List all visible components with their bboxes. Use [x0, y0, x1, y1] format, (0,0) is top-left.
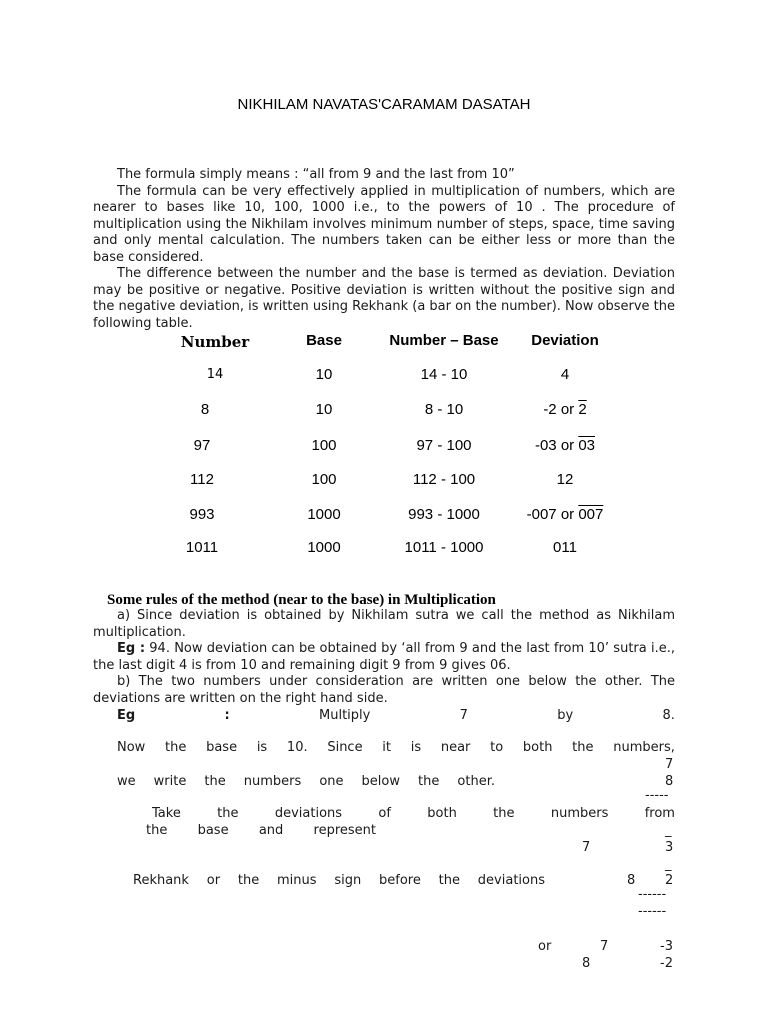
- deviation-bar-value: 007: [578, 506, 604, 523]
- word: Rekhank: [133, 873, 189, 888]
- word: before: [379, 873, 421, 888]
- table-cell-deviation: [515, 506, 615, 523]
- rule-a: a) Since deviation is obtained by Nikhilam sutra we call the method as Nikhilam multiplication.: [93, 608, 675, 640]
- word: is: [256, 740, 268, 755]
- table-cell-number: 1011: [185, 539, 219, 556]
- row-seven: 7: [582, 840, 591, 855]
- dash-line: ------: [638, 904, 667, 919]
- row-eight: 8: [627, 873, 636, 888]
- word: the: [204, 774, 226, 789]
- intro-section: [93, 167, 675, 332]
- word: 10.: [286, 740, 308, 755]
- table-cell-deviation: [515, 539, 615, 556]
- number-seven: 7: [665, 757, 674, 772]
- deviation-value: 011: [553, 539, 577, 556]
- deviation-value: -2 or: [543, 401, 579, 418]
- example-line-4: [146, 823, 376, 838]
- number-eight: 8: [665, 774, 674, 789]
- deviation-value: 4: [560, 366, 570, 383]
- table-cell-deviation: [515, 366, 615, 383]
- rule-b: b) The two numbers under consideration are written one below the other. The deviations are written on the right hand side.: [93, 674, 675, 706]
- header-deviation: Deviation: [531, 332, 599, 349]
- table-cell-base: 100: [311, 437, 337, 454]
- eg-line: [117, 708, 675, 723]
- example-line-2: [117, 774, 495, 789]
- word: of: [378, 806, 391, 821]
- table-cell-diff: 1011 - 1000: [404, 539, 484, 556]
- eg-word: 7: [459, 708, 468, 723]
- table-cell-number: 14: [206, 367, 224, 382]
- or-minus-two: -2: [660, 956, 673, 971]
- word: represent: [313, 823, 376, 838]
- word: numbers: [243, 774, 302, 789]
- word: one: [319, 774, 344, 789]
- table-cell-diff: 112 - 100: [412, 471, 476, 488]
- deviation-bar-value: 03: [578, 437, 596, 454]
- word: deviations: [477, 873, 545, 888]
- table-cell-base: 1000: [307, 506, 341, 523]
- word: the: [165, 740, 187, 755]
- word: the: [438, 873, 460, 888]
- word: the: [146, 823, 168, 838]
- table-cell-number: 97: [193, 437, 211, 454]
- or-label: or: [538, 939, 552, 954]
- word: it: [382, 740, 392, 755]
- deviation-bar-value: 2: [578, 401, 587, 418]
- word: base: [206, 740, 238, 755]
- table-cell-deviation: [515, 471, 615, 488]
- word: both: [522, 740, 553, 755]
- or-minus-three: -3: [660, 939, 673, 954]
- table-cell-diff: 993 - 1000: [408, 506, 480, 523]
- dash-line: ------: [638, 887, 667, 902]
- eg-word: Eg: [117, 708, 136, 723]
- deviation-value: -007 or: [526, 506, 579, 523]
- rule-example: [93, 641, 675, 674]
- word: to: [490, 740, 504, 755]
- table-cell-number: 112: [190, 471, 214, 488]
- deviation-value: 12: [556, 471, 574, 488]
- word: sign: [334, 873, 362, 888]
- intro-paragraph-1: The formula can be very effectively applied in multiplication of numbers, which are nearer to bases like 10, 100, 1000 i.e., to the powers of 10 . The procedure of multiplication using the Nikhilam involves minimum number of steps, space, time saving and only mental calculation. The numbers taken can be either less or more than the base considered.: [93, 183, 675, 265]
- or-seven: 7: [600, 939, 609, 954]
- rules-heading: Some rules of the method (near to the base) in Multiplication: [107, 592, 496, 608]
- dash-line: -----: [645, 788, 669, 803]
- word: write: [153, 774, 187, 789]
- table-cell-base: 10: [315, 366, 333, 383]
- table-cell-number: 993: [189, 506, 215, 523]
- word: numbers: [550, 806, 609, 821]
- row-three: 3: [665, 840, 674, 855]
- intro-paragraph-2: The difference between the number and the base is termed as deviation. Deviation may be positive or negative. Positive deviation is written without the positive sign and the negative deviation, is written using Rekhank (a bar on the number). Now observe the following table.: [93, 266, 675, 331]
- header-base: Base: [306, 332, 342, 349]
- word: from: [644, 806, 675, 821]
- header-number-minus-base: Number – Base: [389, 332, 499, 349]
- table-cell-base: 10: [315, 401, 333, 418]
- word: below: [361, 774, 400, 789]
- word: minus: [277, 873, 317, 888]
- table-cell-base: 1000: [307, 539, 341, 556]
- bar-mark: _: [665, 823, 672, 838]
- intro-formula: The formula simply means : “all from 9 and the last from 10”: [117, 167, 515, 182]
- word: the: [418, 774, 440, 789]
- deviation-value: -03 or: [534, 437, 579, 454]
- word: Take: [152, 806, 181, 821]
- rules-section: [93, 608, 675, 707]
- eg-label: Eg :: [117, 641, 146, 656]
- word: other.: [457, 774, 495, 789]
- table-cell-diff: 14 - 10: [420, 366, 468, 383]
- example-line-5: [133, 873, 545, 888]
- word: is: [410, 740, 422, 755]
- bar-mark: _: [665, 857, 672, 872]
- table-cell-deviation: [515, 437, 615, 454]
- word: the: [217, 806, 239, 821]
- eg-word: :: [224, 708, 230, 723]
- word: numbers,: [613, 740, 675, 755]
- header-number: Number: [180, 333, 250, 351]
- row-two: 2: [665, 873, 674, 888]
- eg-text: 94. Now deviation can be obtained by ‘all from 9 and the last from 10’ sutra i.e., the last digit 4 is from 10 and remaining digit 9 from 9 gives 06.: [93, 641, 675, 673]
- table-cell-deviation: [515, 401, 615, 418]
- word: deviations: [274, 806, 343, 821]
- eg-word: 8.: [662, 708, 675, 723]
- word: the: [572, 740, 594, 755]
- word: near: [440, 740, 471, 755]
- table-cell-base: 100: [311, 471, 337, 488]
- eg-word: by: [557, 708, 574, 723]
- example-line-3: [152, 806, 675, 821]
- word: base: [197, 823, 229, 838]
- table-cell-diff: 8 - 10: [424, 401, 464, 418]
- table-cell-diff: 97 - 100: [416, 437, 472, 454]
- or-eight: 8: [582, 956, 591, 971]
- word: the: [237, 873, 260, 888]
- word: and: [258, 823, 284, 838]
- eg-word: Multiply: [319, 708, 371, 723]
- word: Since: [327, 740, 363, 755]
- word: or: [206, 873, 221, 888]
- table-cell-number: 8: [200, 401, 210, 418]
- example-line-1: [117, 740, 675, 755]
- word: the: [493, 806, 515, 821]
- word: both: [427, 806, 457, 821]
- word: we: [117, 774, 136, 789]
- page-title: NIKHILAM NAVATAS'CARAMAM DASATAH: [237, 96, 531, 113]
- word: Now: [117, 740, 146, 755]
